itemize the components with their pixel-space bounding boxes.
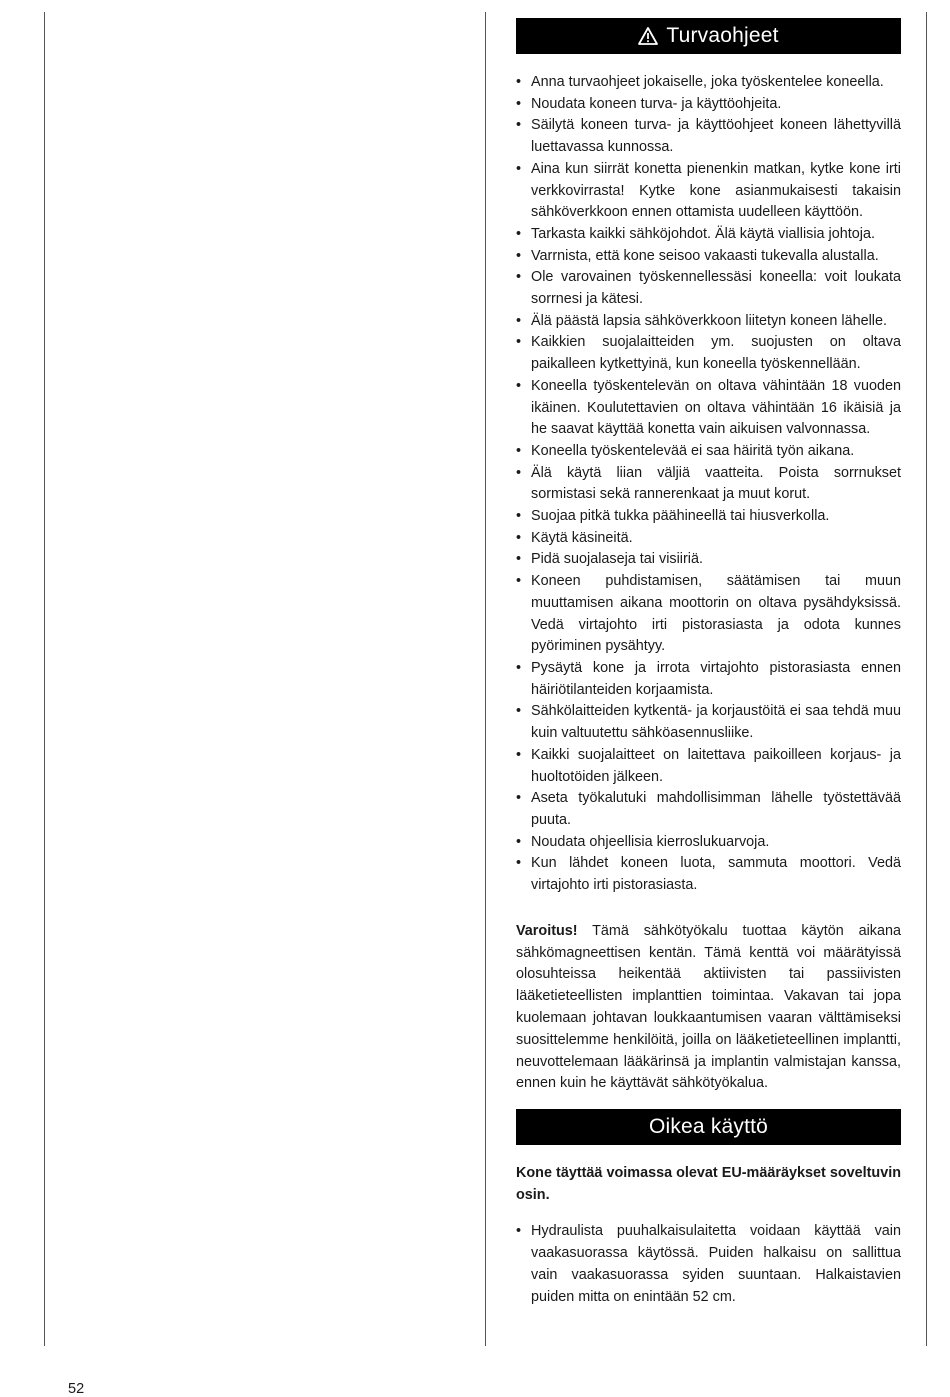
- list-item: • Säilytä koneen turva- ja käyttöohjeet koneen lähettyvillä luettavassa kunnossa.: [516, 115, 901, 158]
- list-item: • Älä käytä liian väljiä vaatteita. Poista sorrnukset sormistasi sekä rannerenkaat ja muut korut.: [516, 463, 901, 506]
- list-item: • Kaikki suojalaitteet on laitettava paikoilleen korjaus- ja huoltotöiden jälkeen.: [516, 745, 901, 788]
- list-item: • Aina kun siirrät konetta pienenkin matkan, kytke kone irti verkkovirrasta! Kytke kone asianmukaisesti takaisin sähköverkkoon ennen ottamista uudelleen käyttöön.: [516, 159, 901, 224]
- safety-section-title: Turvaohjeet: [666, 24, 779, 47]
- list-item: • Kun lähdet koneen luota, sammuta moottori. Vedä virtajohto irti pistorasiasta.: [516, 853, 901, 896]
- intended-use-intro: Kone täyttää voimassa olevat EU-määräykset soveltuvin osin.: [516, 1165, 901, 1204]
- list-item: • Anna turvaohjeet jokaiselle, joka työskentelee koneella.: [516, 72, 901, 94]
- list-item: • Kaikkien suojalaitteiden ym. suojusten on oltava paikalleen kytkettyinä, kun koneella työskennellään.: [516, 332, 901, 375]
- page-number: 52: [68, 1381, 85, 1397]
- list-item: • Pidä suojalaseja tai visiiriä.: [516, 549, 901, 571]
- right-column: [516, 18, 901, 1308]
- list-item: • Tarkasta kaikki sähköjohdot. Älä käytä viallisia johtoja.: [516, 224, 901, 246]
- list-item: • Koneella työskentelevää ei saa häiritä työn aikana.: [516, 441, 901, 463]
- safety-section-header: [516, 18, 901, 54]
- list-item: • Älä päästä lapsia sähköverkkoon liitetyn koneen lähelle.: [516, 311, 901, 333]
- list-item: • Ole varovainen työskennellessäsi koneella: voit loukata sorrnesi ja kätesi.: [516, 267, 901, 310]
- column-divider-rule: [485, 12, 486, 1346]
- intended-use-list: [516, 1221, 901, 1308]
- list-item: • Varrnista, että kone seisoo vakaasti tukevalla alustalla.: [516, 246, 901, 268]
- list-item: • Noudata ohjeellisia kierroslukuarvoja.: [516, 832, 901, 854]
- intended-use-section-header: [516, 1109, 901, 1145]
- list-item: • Noudata koneen turva- ja käyttöohjeita.: [516, 94, 901, 116]
- warning-triangle-icon: [638, 27, 658, 45]
- intended-use-section-title: Oikea käyttö: [648, 1115, 769, 1139]
- list-item: • Pysäytä kone ja irrota virtajohto pistorasiasta ennen häiriötilanteiden korjaamista.: [516, 658, 901, 701]
- safety-instructions-list: [516, 72, 901, 897]
- list-item: • Aseta työkalutuki mahdollisimman lähelle työstettävää puuta.: [516, 788, 901, 831]
- list-item: • Koneen puhdistamisen, säätämisen tai muun muuttamisen aikana moottorin on oltava pysähdyksissä. Vedä virtajohto irti pistorasiasta ja odota kunnes pyöriminen pysähtyy.: [516, 571, 901, 658]
- warning-label: Varoitus!: [516, 922, 578, 939]
- emf-warning-paragraph: [516, 921, 901, 1095]
- list-item: • Hydraulista puuhalkaisulaitetta voidaan käyttää vain vaakasuorassa käytössä. Puiden halkaisu on sallittua vain vaakasuorassa syiden suuntaan. Halkaistavien puiden mitta on enintään 52 cm.: [516, 1221, 901, 1308]
- right-margin-rule: [926, 12, 927, 1346]
- left-margin-rule: [44, 12, 45, 1346]
- list-item: • Sähkölaitteiden kytkentä- ja korjaustöitä ei saa tehdä muu kuin valtuutettu sähköasennusliike.: [516, 701, 901, 744]
- list-item: • Käytä käsineitä.: [516, 528, 901, 550]
- list-item: • Koneella työskentelevän on oltava vähintään 18 vuoden ikäinen. Koulutettavien on oltava vähintään 16 ikäisiä ja he saavat käyttää konetta vain aikuisen valvonnassa.: [516, 376, 901, 441]
- warning-text: Tämä sähkötyökalu tuottaa käytön aikana sähkömagneettisen kentän. Tämä kenttä voi määrätyissä olosuhteissa heikentää aktiivisten tai passiivisten lääketieteellisten implanttien toimintaa. Vakavan tai jopa kuolemaan johtavan loukkaantumisen vaaran välttämiseksi suosittelemme henkilöitä, joilla on lääketieteellinen implantti, neuvottelemaan lääkärinsä ja implantin valmistajan kanssa, ennen kuin he käyttävät sähkötyökalua.: [516, 922, 901, 1092]
- list-item: • Suojaa pitkä tukka päähineellä tai hiusverkolla.: [516, 506, 901, 528]
